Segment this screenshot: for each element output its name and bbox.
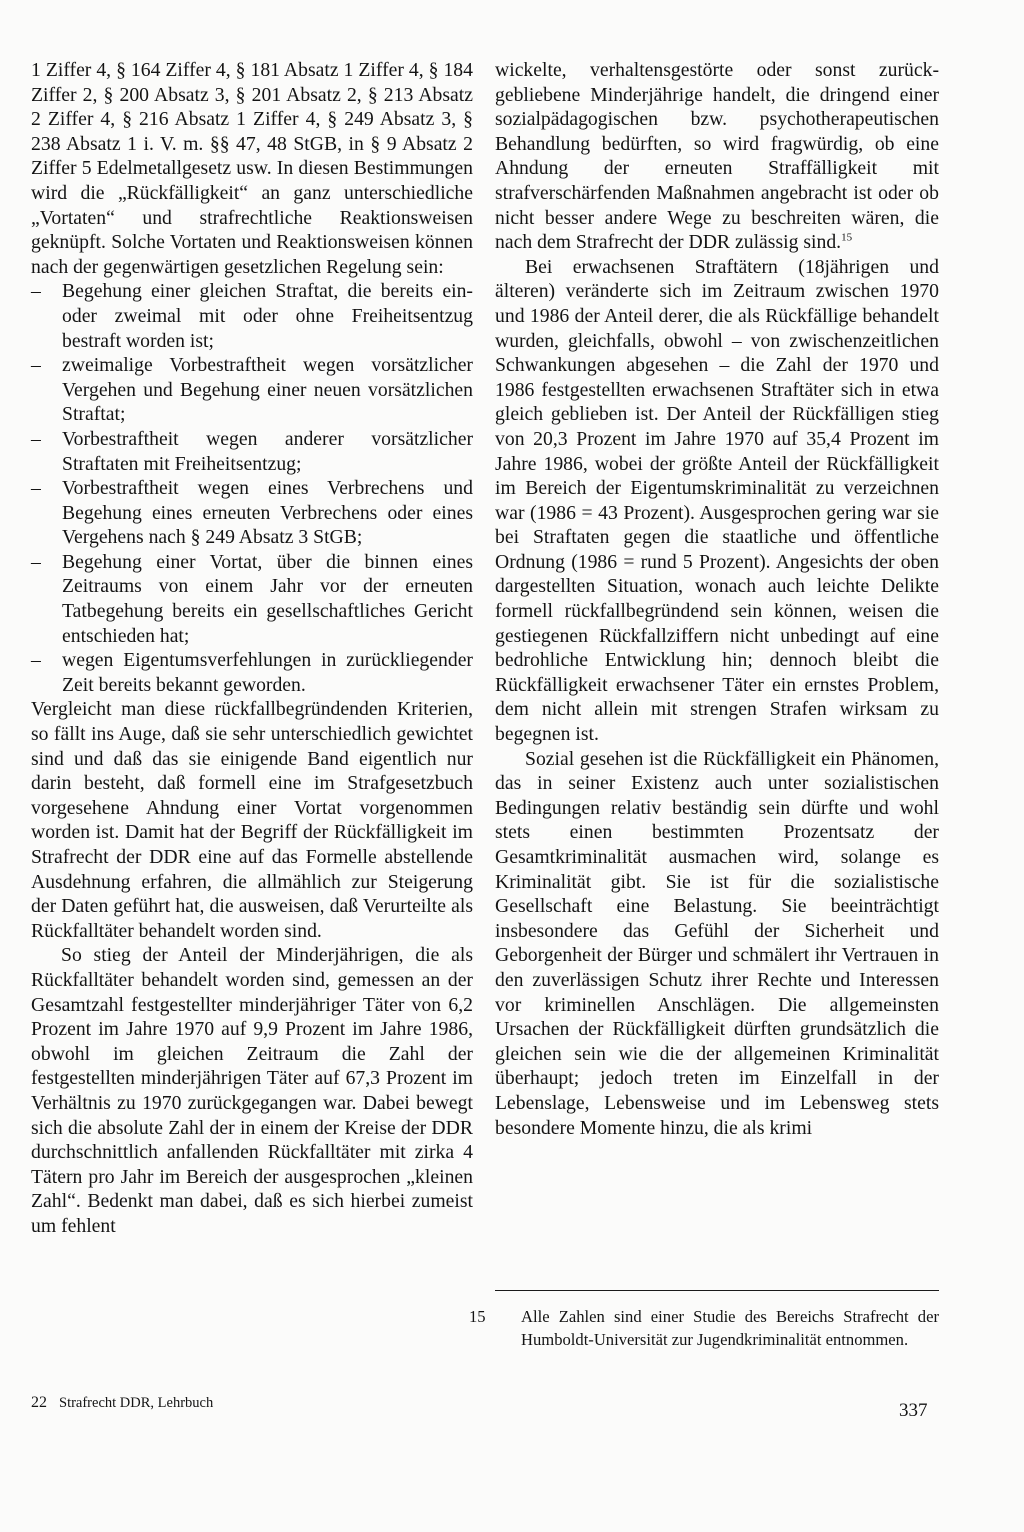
signature-number: 22: [31, 1394, 47, 1411]
page-number: 337: [899, 1400, 928, 1421]
printer-signature: [31, 1394, 213, 1412]
footnote-body: [469, 1306, 939, 1351]
list-item: – zweimalige Vorbestraftheit wegen vorsätzlicher Vergehen und Begehung einer neuen vorsätzlichen Straftat;: [31, 353, 473, 427]
list-item: – Vorbestraftheit wegen anderer vorsätzlicher Straftaten mit Freiheitsentzug;: [31, 427, 473, 476]
paragraph: Bei erwachsenen Straftätern (18jährigen und älteren) veränderte sich im Zeitraum zwischen 1970 und 1986 der Anteil derer, die als Rückfällige behandelt wurden, gleichfalls, obwohl – von zwischenzeitlichen Schwankungen abgesehen – die Zahl der 1970 und 1986 festgestellten erwachsenen Straftäter sich in etwa gleich geblieben ist. Der Anteil der Rückfälligen stieg von 20,3 Prozent im Jahre 1970 auf 35,4 Prozent im Jahre 1986, wobei der größte Anteil der Rückfälligkeit im Bereich der Eigentumskriminalität zu verzeichnen war (1986 = 43 Prozent). Ausgesprochen gering war sie bei Straftaten gegen die staatliche und öffentliche Ordnung (1986 = rund 5 Prozent). Angesichts der oben dargestellten Situation, wonach auch leichte Delikte formell rückfallbegründend sein können, weisen die gestiegenen Rückfallziffern nicht unbedingt auf eine bedrohliche Entwicklung hin; dennoch bleibt die Rückfälligkeit erwachsener Täter ein ernstes Problem, dem nicht allein mit strengen Strafen wirksam zu begegnen ist.: [495, 255, 939, 746]
left-column: [31, 58, 473, 1239]
footnote: [469, 1306, 939, 1351]
paragraph-text: wickelte, verhaltensgestörte oder sonst zurückgebliebene Minderjährige handelt, die dringend einer sozialpädagogischen bzw. psychotherapeutischen Behandlung bedürften, so wird fragwürdig, ob eine Ahndung der erneuten Straffälligkeit mit strafverschärfenden Maßnahmen angebracht ist oder ob nicht besser andere Wege zu beschreiten wären, die nach dem Strafrecht der DDR zulässig sind.: [495, 59, 939, 254]
paragraph: 1 Ziffer 4, § 164 Ziffer 4, § 181 Absatz 1 Ziffer 4, § 184 Ziffer 2, § 200 Absatz 3, § 201 Absatz 2, § 213 Absatz 2 Ziffer 4, § 216 Absatz 1 Ziffer 4, § 249 Absatz 3, § 238 Absatz 1 i. V. m. §§ 47, 48 StGB, in § 9 Absatz 2 Ziffer 5 Edelmetallgesetz usw. In diesen Bestimmungen wird die „Rückfälligkeit“ an ganz unterschiedliche „Vortaten“ und strafrechtliche Reaktionsweisen geknüpft. Solche Vortaten und Reaktionsweisen können nach der gegenwärtigen gesetzlichen Regelung sein:: [31, 59, 473, 278]
footnote-divider: [495, 1290, 939, 1291]
right-column: [495, 58, 939, 1140]
footnote-text: Alle Zahlen sind einer Studie des Bereichs Strafrecht der Humboldt-Universität zur Jugendkriminalität entnommen.: [521, 1307, 939, 1349]
list-item: – Begehung einer gleichen Straftat, die bereits ein- oder zweimal mit oder ohne Freiheitsentzug bestraft worden ist;: [31, 279, 473, 353]
footnote-number: 15: [469, 1307, 486, 1326]
list-item: – wegen Eigentumsverfehlungen in zurückliegender Zeit bereits bekannt geworden.: [31, 648, 473, 697]
criteria-list: [31, 279, 473, 697]
paragraph: Vergleicht man diese rückfallbegründenden Kriterien, so fällt ins Auge, daß sie sehr unterschiedlich gewichtet sind und daß das sie einigende Band eigentlich nur darin besteht, daß formell eine im Strafgesetzbuch vorgesehene Ahndung einer Vortat vorgenommen worden ist. Damit hat der Begriff der Rückfälligkeit im Strafrecht der DDR eine auf das Formelle abstellende Ausdehnung erfahren, die allmählich zur Steigerung der Daten geführt hat, die ausweisen, daß Verurteilte als Rückfalltäter behandelt worden sind.: [31, 698, 473, 942]
paragraph: Sozial gesehen ist die Rückfälligkeit ein Phänomen, das in seiner Existenz auch unter sozialistischen Bedingungen relativ beständig sein dürfte und wohl stets einen bestimmten Prozentsatz der Gesamtkriminalität ausmachen wird, solange es Kriminalität gibt. Sie ist für die sozialistische Gesellschaft eine Belastung. Sie beeinträchtigt insbesondere das Gefühl der Sicherheit und Geborgenheit der Bürger und schmälert ihr Vertrauen in den zuverlässigen Schutz ihrer Rechte und Interessen vor kriminellen Anschlägen. Die allgemeinsten Ursachen der Rückfälligkeit dürften grundsätzlich die gleichen sein wie die der allgemeinen Kriminalität überhaupt; jedoch treten im Einzelfall in der Lebenslage, Lebensweise und im Lebensweg stets besondere Momente hinzu, die als krimi: [495, 747, 939, 1139]
paragraph: [495, 58, 939, 255]
footnote-reference[interactable]: 15: [841, 231, 853, 244]
signature-text: Strafrecht DDR, Lehrbuch: [59, 1395, 214, 1411]
list-item: – Vorbestraftheit wegen eines Verbrechens und Begehung eines erneuten Verbrechens oder eines Vergehens nach § 249 Absatz 3 StGB;: [31, 476, 473, 550]
list-item: – Begehung einer Vortat, über die binnen eines Zeitraums von einem Jahr vor der erneuten Tatbegehung bereits ein gesellschaftliches Gericht entschieden hat;: [31, 550, 473, 648]
paragraph: So stieg der Anteil der Minderjährigen, die als Rückfalltäter behandelt worden sind, gemessen an der Gesamtzahl festgestellter minderjähriger Täter von 6,2 Prozent im Jahre 1970 auf 9,9 Prozent im Jahre 1986, obwohl im gleichen Zeitraum die Zahl der festgestellten minderjährigen Täter auf 67,3 Prozent im Verhältnis zu 1970 zurückgegangen war. Dabei bewegt sich die absolute Zahl der in einem der Kreise der DDR durchschnittlich anfallenden Rückfalltäter mit zirka 4 Tätern pro Jahr im Bereich der ausgesprochen „kleinen Zahl“. Bedenkt man dabei, daß es sich hierbei zumeist um fehlent: [31, 944, 473, 1237]
